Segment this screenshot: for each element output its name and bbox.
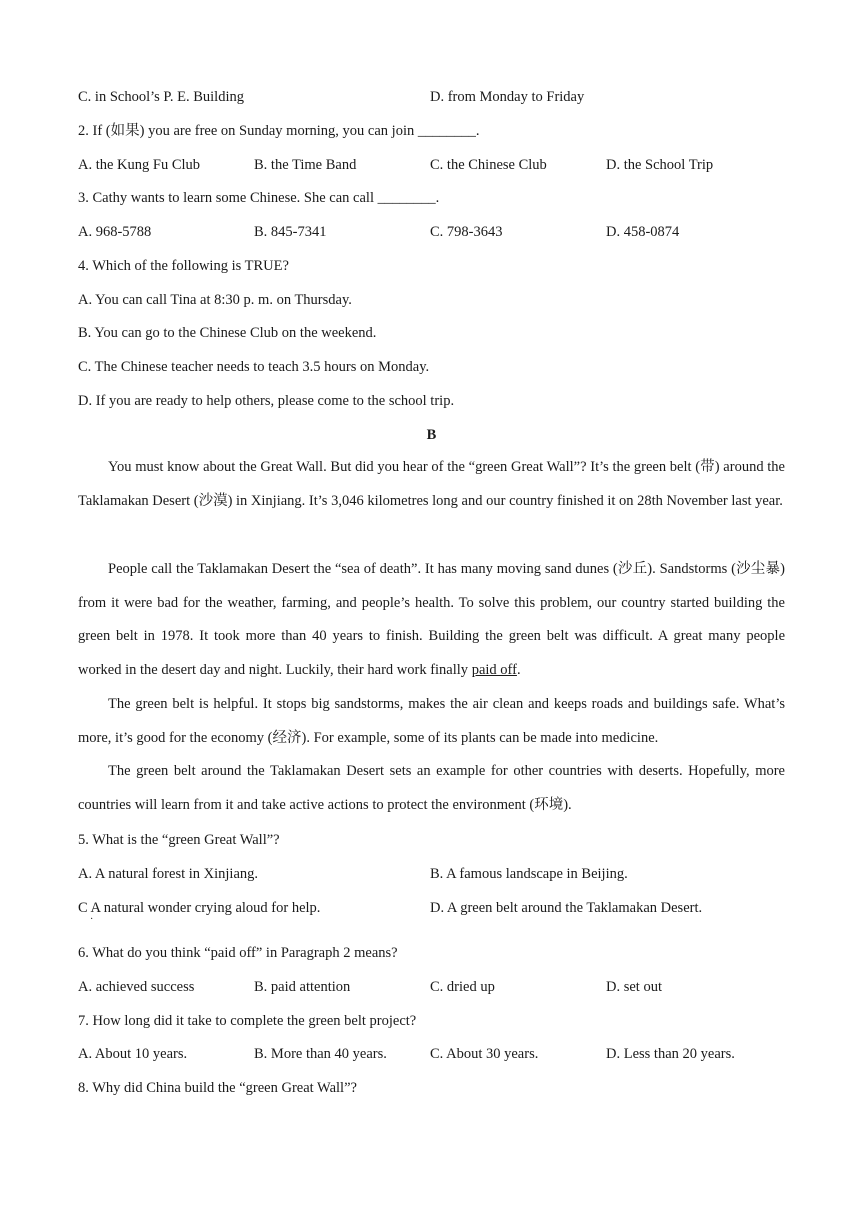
q2-option-a: A. the Kung Fu Club xyxy=(78,157,201,173)
q2-options-row xyxy=(78,155,785,175)
passage-paragraph-4: The green belt around the Taklamakan Desert sets an example for other countries with deserts. Hopefully, more countries will learn from it and take active actions to protect the environment (环境). xyxy=(78,763,785,813)
paragraph-2-end: . xyxy=(516,662,521,679)
q3-options-row xyxy=(78,222,785,242)
q3-option-a: A. 968-5788 xyxy=(78,224,152,240)
q5-options-row-2 xyxy=(78,898,785,925)
question-8: 8. Why did China build the “green Great Wall”? xyxy=(78,1080,357,1096)
question-5: 5. What is the “green Great Wall”? xyxy=(78,832,280,848)
q1-options-row xyxy=(78,87,785,107)
q5-option-b: B. A famous landscape in Beijing. xyxy=(430,866,628,882)
q5-option-c: C A natural wonder crying aloud for help. xyxy=(78,900,321,916)
q6-options-row xyxy=(78,977,785,997)
passage-paragraph-2 xyxy=(78,553,785,688)
q1-option-c: C. in School’s P. E. Building xyxy=(78,89,244,105)
q7-option-b: B. More than 40 years. xyxy=(254,1046,387,1062)
q5-option-c-dot: · xyxy=(90,914,94,925)
question-6: 6. What do you think “paid off” in Paragraph 2 means? xyxy=(78,945,398,961)
q5-option-a: A. A natural forest in Xinjiang. xyxy=(78,866,259,882)
q4-option-a: A. You can call Tina at 8:30 p. m. on Thursday. xyxy=(78,292,352,308)
paragraph-2-text: People call the Taklamakan Desert the “sea of death”. It has many moving sand dunes (沙丘). Sandstorms (沙尘暴) from it were bad for the weather, farming, and people’s health. To solve this problem, our country started building the green belt in 1978. It took more than 40 years to finish. Building the green belt was difficult. A great many people worked in the desert day and night. Luckily, their hard work finally xyxy=(78,561,785,679)
section-b-heading: B xyxy=(426,427,437,443)
q2-option-c: C. the Chinese Club xyxy=(430,157,547,173)
q3-option-b: B. 845-7341 xyxy=(254,224,327,240)
question-4: 4. Which of the following is TRUE? xyxy=(78,258,289,274)
question-7: 7. How long did it take to complete the green belt project? xyxy=(78,1013,417,1029)
q7-option-c: C. About 30 years. xyxy=(430,1046,539,1062)
q5-option-d: D. A green belt around the Taklamakan Desert. xyxy=(430,900,703,916)
q6-option-b: B. paid attention xyxy=(254,979,351,995)
q1-option-d: D. from Monday to Friday xyxy=(430,89,585,105)
question-3: 3. Cathy wants to learn some Chinese. She can call ________. xyxy=(78,190,440,206)
question-2: 2. If (如果) you are free on Sunday morning, you can join ________. xyxy=(78,123,480,139)
q4-option-d: D. If you are ready to help others, please come to the school trip. xyxy=(78,393,455,409)
q6-option-c: C. dried up xyxy=(430,979,495,995)
q3-option-c: C. 798-3643 xyxy=(430,224,503,240)
q5-options-row-1 xyxy=(78,864,785,884)
q7-option-d: D. Less than 20 years. xyxy=(606,1046,735,1062)
passage-paragraph-3: The green belt is helpful. It stops big sandstorms, makes the air clean and keeps roads and buildings safe. What’s more, it’s good for the economy (经济). For example, some of its plants can be made into medicine. xyxy=(78,696,785,746)
q4-option-c: C. The Chinese teacher needs to teach 3.5 hours on Monday. xyxy=(78,359,430,375)
q7-option-a: A. About 10 years. xyxy=(78,1046,188,1062)
q7-options-row xyxy=(78,1044,785,1064)
paid-off-underlined: paid off xyxy=(471,662,517,679)
q2-option-b: B. the Time Band xyxy=(254,157,357,173)
q6-option-d: D. set out xyxy=(606,979,662,995)
q3-option-d: D. 458-0874 xyxy=(606,224,680,240)
passage-paragraph-1: You must know about the Great Wall. But did you hear of the “green Great Wall”? It’s the green belt (带) around the Taklamakan Desert (沙漠) in Xinjiang. It’s 3,046 kilometres long and our country finished it on 28th November last year. xyxy=(78,459,785,509)
q6-option-a: A. achieved success xyxy=(78,979,195,995)
q4-option-b: B. You can go to the Chinese Club on the weekend. xyxy=(78,325,377,341)
q2-option-d: D. the School Trip xyxy=(606,157,714,173)
